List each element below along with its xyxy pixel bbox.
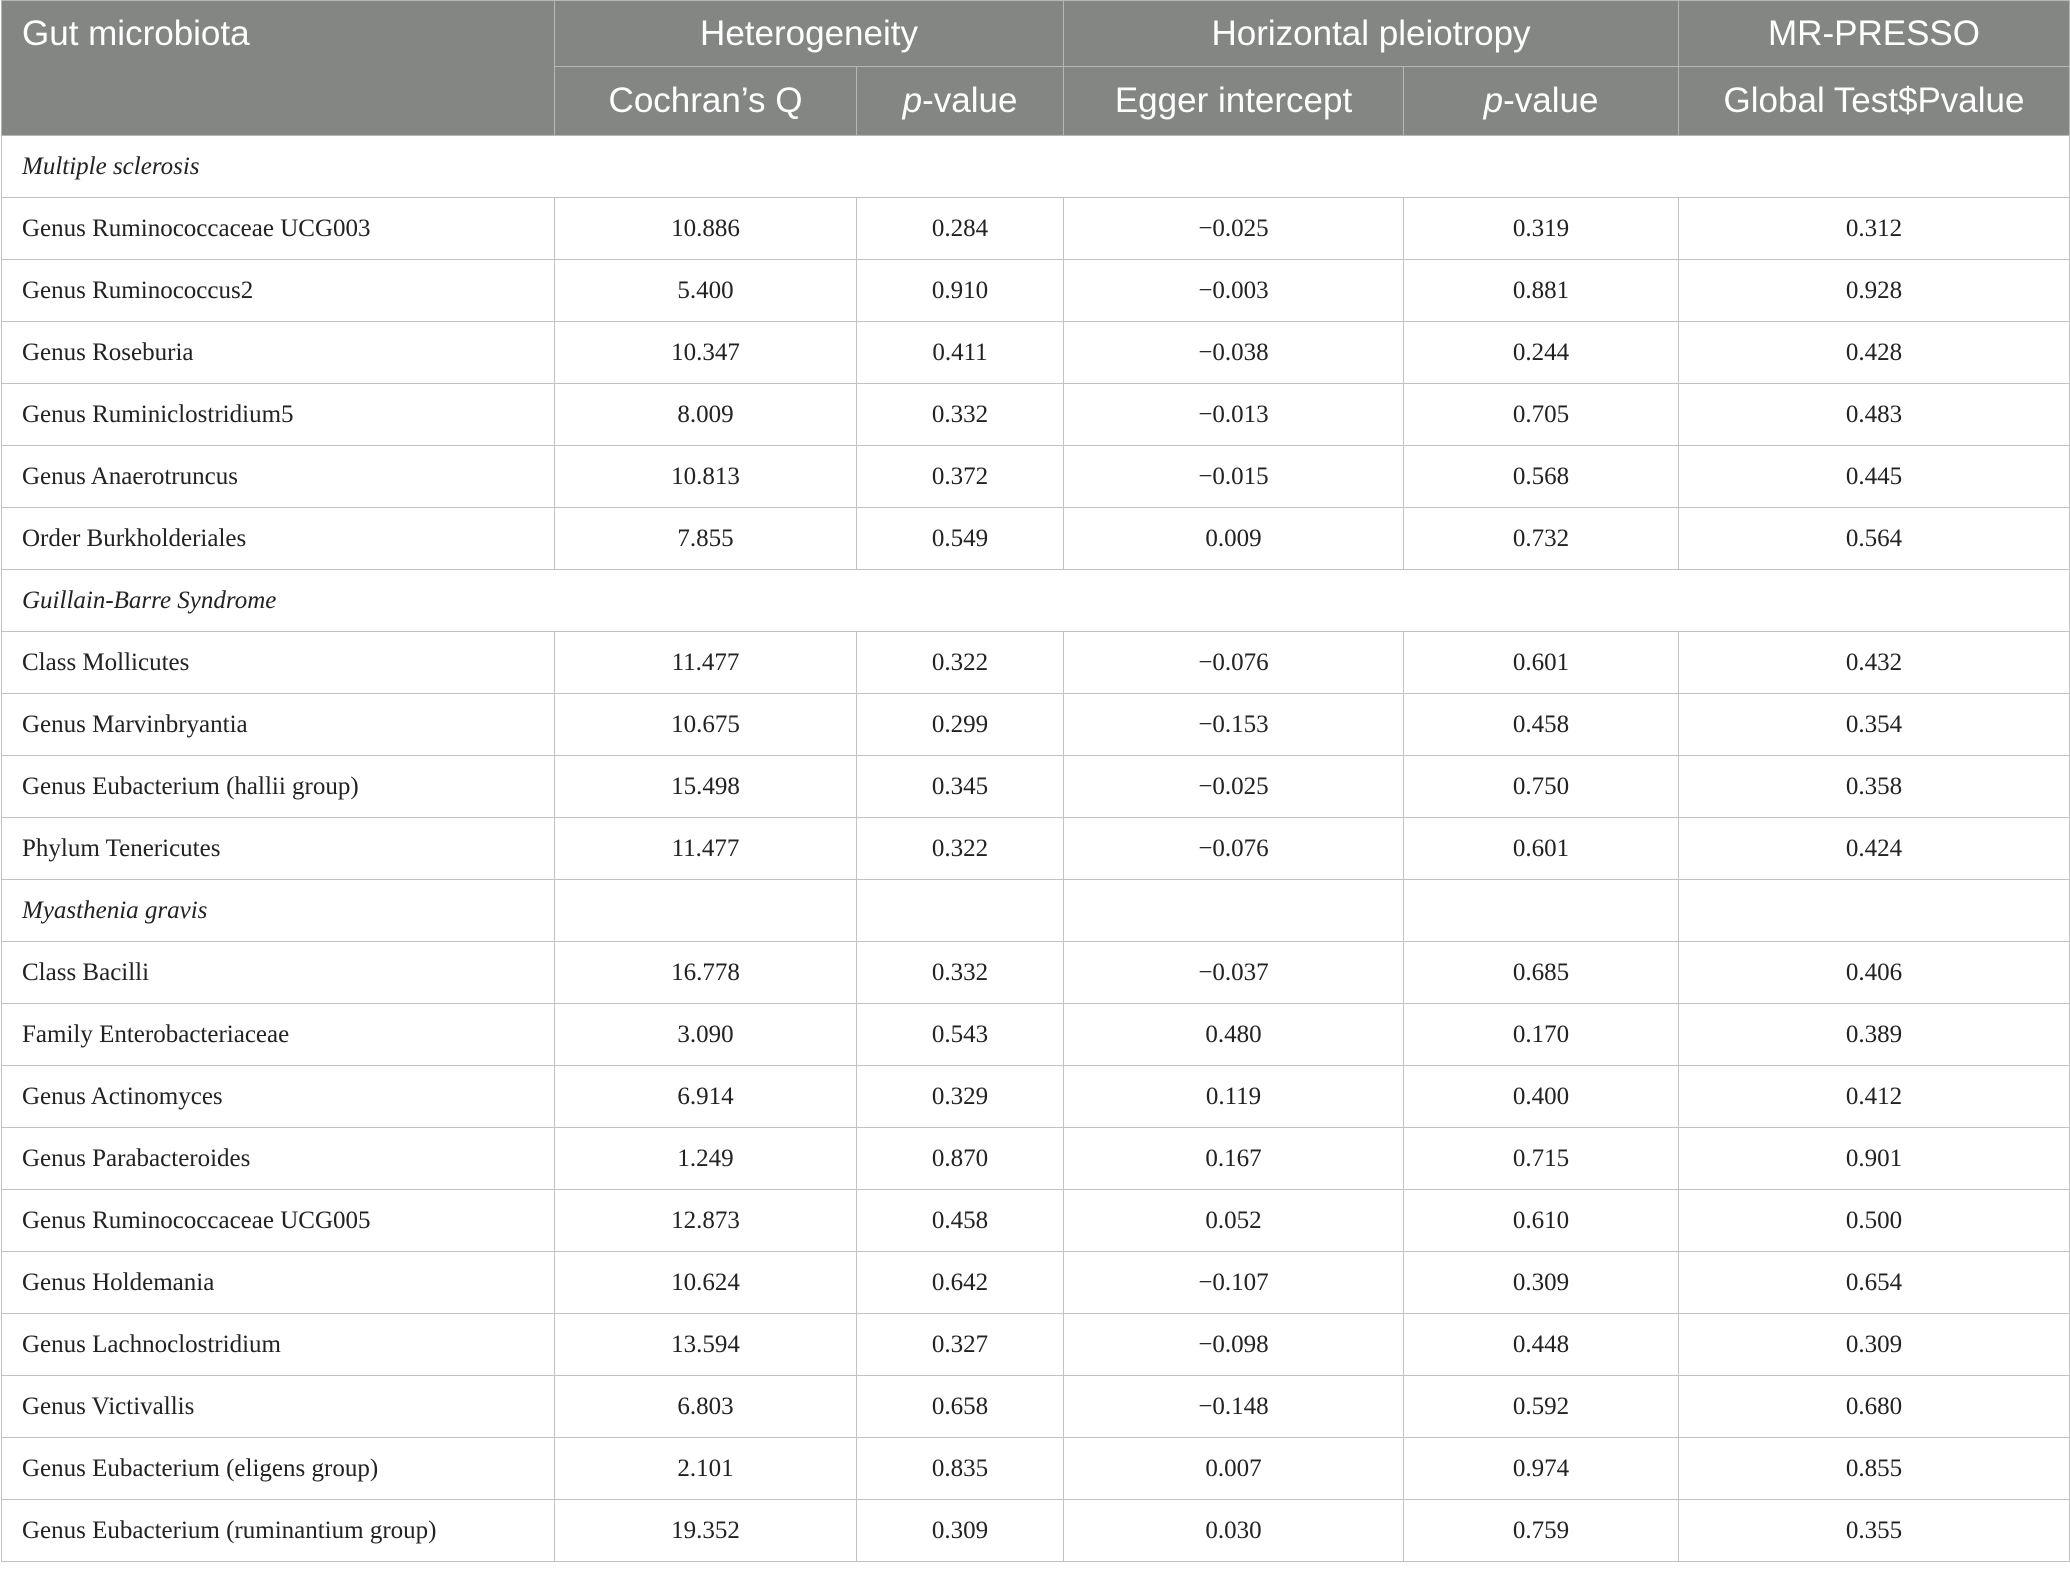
cell-cochrans-q: 3.090: [555, 1004, 857, 1066]
group-row: [2, 570, 2070, 632]
cell-pleiotropy-p: 0.592: [1404, 1376, 1679, 1438]
cell-egger-intercept: −0.037: [1064, 942, 1404, 1004]
header-heterogeneity-p-value: [857, 67, 1064, 136]
cell-cochrans-q: 8.009: [555, 384, 857, 446]
cell-egger-intercept: −0.148: [1064, 1376, 1404, 1438]
cell-pleiotropy-p: 0.715: [1404, 1128, 1679, 1190]
cell-global-test: 0.406: [1679, 942, 2070, 1004]
cell-pleiotropy-p: 0.601: [1404, 632, 1679, 694]
cell-global-test: 0.312: [1679, 198, 2070, 260]
cell-global-test: 0.680: [1679, 1376, 2070, 1438]
cell-heterogeneity-p: 0.345: [857, 756, 1064, 818]
cell-cochrans-q: 2.101: [555, 1438, 857, 1500]
cell-microbiota: Genus Actinomyces: [2, 1066, 555, 1128]
cell-egger-intercept: −0.025: [1064, 756, 1404, 818]
cell-cochrans-q: 6.803: [555, 1376, 857, 1438]
cell-heterogeneity-p: 0.284: [857, 198, 1064, 260]
cell-heterogeneity-p: 0.642: [857, 1252, 1064, 1314]
empty-cell: [555, 880, 857, 942]
table-row: [2, 942, 2070, 1004]
cell-global-test: 0.855: [1679, 1438, 2070, 1500]
cell-microbiota: Family Enterobacteriaceae: [2, 1004, 555, 1066]
group-row: [2, 880, 2070, 942]
cell-microbiota: Genus Roseburia: [2, 322, 555, 384]
table-header: [2, 1, 2070, 136]
table-row: [2, 632, 2070, 694]
cell-global-test: 0.432: [1679, 632, 2070, 694]
header-egger-intercept: Egger intercept: [1064, 67, 1404, 136]
cell-heterogeneity-p: 0.309: [857, 1500, 1064, 1562]
table-row: [2, 756, 2070, 818]
cell-cochrans-q: 16.778: [555, 942, 857, 1004]
cell-pleiotropy-p: 0.705: [1404, 384, 1679, 446]
cell-pleiotropy-p: 0.170: [1404, 1004, 1679, 1066]
cell-pleiotropy-p: 0.244: [1404, 322, 1679, 384]
cell-heterogeneity-p: 0.322: [857, 632, 1064, 694]
cell-microbiota: Class Mollicutes: [2, 632, 555, 694]
cell-pleiotropy-p: 0.881: [1404, 260, 1679, 322]
cell-cochrans-q: 19.352: [555, 1500, 857, 1562]
cell-egger-intercept: −0.025: [1064, 198, 1404, 260]
cell-microbiota: Genus Eubacterium (eligens group): [2, 1438, 555, 1500]
cell-global-test: 0.901: [1679, 1128, 2070, 1190]
cell-global-test: 0.354: [1679, 694, 2070, 756]
cell-global-test: 0.928: [1679, 260, 2070, 322]
cell-heterogeneity-p: 0.299: [857, 694, 1064, 756]
cell-heterogeneity-p: 0.372: [857, 446, 1064, 508]
table-row: [2, 1190, 2070, 1252]
cell-microbiota: Order Burkholderiales: [2, 508, 555, 570]
cell-microbiota: Phylum Tenericutes: [2, 818, 555, 880]
cell-pleiotropy-p: 0.974: [1404, 1438, 1679, 1500]
cell-egger-intercept: −0.038: [1064, 322, 1404, 384]
cell-pleiotropy-p: 0.685: [1404, 942, 1679, 1004]
table-row: [2, 1252, 2070, 1314]
cell-cochrans-q: 11.477: [555, 818, 857, 880]
empty-cell: [1404, 880, 1679, 942]
cell-cochrans-q: 7.855: [555, 508, 857, 570]
table-row: [2, 508, 2070, 570]
cell-pleiotropy-p: 0.601: [1404, 818, 1679, 880]
table-row: [2, 1314, 2070, 1376]
cell-microbiota: Genus Parabacteroides: [2, 1128, 555, 1190]
cell-microbiota: Genus Victivallis: [2, 1376, 555, 1438]
table-row: [2, 1376, 2070, 1438]
cell-global-test: 0.355: [1679, 1500, 2070, 1562]
cell-egger-intercept: −0.153: [1064, 694, 1404, 756]
table-row: [2, 260, 2070, 322]
cell-pleiotropy-p: 0.458: [1404, 694, 1679, 756]
group-row: [2, 136, 2070, 198]
header-global-test: Global Test$Pvalue: [1679, 67, 2070, 136]
cell-microbiota: Genus Anaerotruncus: [2, 446, 555, 508]
cell-heterogeneity-p: 0.332: [857, 942, 1064, 1004]
cell-microbiota: Genus Ruminococcaceae UCG003: [2, 198, 555, 260]
cell-egger-intercept: −0.076: [1064, 818, 1404, 880]
cell-cochrans-q: 6.914: [555, 1066, 857, 1128]
cell-microbiota: Genus Marvinbryantia: [2, 694, 555, 756]
cell-heterogeneity-p: 0.332: [857, 384, 1064, 446]
cell-heterogeneity-p: 0.458: [857, 1190, 1064, 1252]
table-row: [2, 1004, 2070, 1066]
table-body: [2, 136, 2070, 1562]
cell-cochrans-q: 15.498: [555, 756, 857, 818]
cell-cochrans-q: 10.624: [555, 1252, 857, 1314]
group-label: Myasthenia gravis: [2, 880, 555, 942]
results-table: [1, 0, 2070, 1562]
cell-heterogeneity-p: 0.835: [857, 1438, 1064, 1500]
cell-heterogeneity-p: 0.411: [857, 322, 1064, 384]
cell-heterogeneity-p: 0.329: [857, 1066, 1064, 1128]
cell-microbiota: Genus Ruminococcus2: [2, 260, 555, 322]
p-suffix: -value: [922, 81, 1018, 120]
cell-cochrans-q: 13.594: [555, 1314, 857, 1376]
cell-egger-intercept: −0.003: [1064, 260, 1404, 322]
cell-cochrans-q: 1.249: [555, 1128, 857, 1190]
cell-global-test: 0.483: [1679, 384, 2070, 446]
cell-global-test: 0.309: [1679, 1314, 2070, 1376]
table-row: [2, 1500, 2070, 1562]
cell-heterogeneity-p: 0.549: [857, 508, 1064, 570]
cell-microbiota: Genus Holdemania: [2, 1252, 555, 1314]
table-row: [2, 1128, 2070, 1190]
cell-egger-intercept: 0.052: [1064, 1190, 1404, 1252]
empty-cell: [1679, 880, 2070, 942]
table-row: [2, 1066, 2070, 1128]
cell-heterogeneity-p: 0.322: [857, 818, 1064, 880]
cell-microbiota: Genus Eubacterium (hallii group): [2, 756, 555, 818]
cell-cochrans-q: 10.675: [555, 694, 857, 756]
cell-heterogeneity-p: 0.543: [857, 1004, 1064, 1066]
header-gut-microbiota: Gut microbiota: [2, 1, 555, 136]
table-row: [2, 322, 2070, 384]
cell-microbiota: Genus Eubacterium (ruminantium group): [2, 1500, 555, 1562]
cell-egger-intercept: −0.076: [1064, 632, 1404, 694]
p-suffix: -value: [1503, 81, 1599, 120]
table-row: [2, 384, 2070, 446]
cell-global-test: 0.412: [1679, 1066, 2070, 1128]
table-row: [2, 694, 2070, 756]
table-row: [2, 446, 2070, 508]
p-italic: p: [902, 81, 923, 120]
cell-pleiotropy-p: 0.759: [1404, 1500, 1679, 1562]
cell-cochrans-q: 10.347: [555, 322, 857, 384]
cell-pleiotropy-p: 0.610: [1404, 1190, 1679, 1252]
header-horizontal-pleiotropy: Horizontal pleiotropy: [1064, 1, 1679, 67]
cell-egger-intercept: 0.009: [1064, 508, 1404, 570]
cell-pleiotropy-p: 0.309: [1404, 1252, 1679, 1314]
group-label: Guillain-Barre Syndrome: [2, 570, 2070, 632]
cell-pleiotropy-p: 0.750: [1404, 756, 1679, 818]
cell-egger-intercept: 0.167: [1064, 1128, 1404, 1190]
cell-microbiota: Genus Ruminococcaceae UCG005: [2, 1190, 555, 1252]
cell-pleiotropy-p: 0.448: [1404, 1314, 1679, 1376]
cell-microbiota: Genus Lachnoclostridium: [2, 1314, 555, 1376]
cell-egger-intercept: −0.013: [1064, 384, 1404, 446]
cell-pleiotropy-p: 0.732: [1404, 508, 1679, 570]
cell-egger-intercept: −0.107: [1064, 1252, 1404, 1314]
cell-cochrans-q: 11.477: [555, 632, 857, 694]
cell-global-test: 0.358: [1679, 756, 2070, 818]
header-cochrans-q: Cochran’s Q: [555, 67, 857, 136]
cell-cochrans-q: 12.873: [555, 1190, 857, 1252]
cell-pleiotropy-p: 0.568: [1404, 446, 1679, 508]
cell-microbiota: Class Bacilli: [2, 942, 555, 1004]
table-row: [2, 818, 2070, 880]
cell-egger-intercept: 0.007: [1064, 1438, 1404, 1500]
cell-egger-intercept: 0.030: [1064, 1500, 1404, 1562]
cell-global-test: 0.500: [1679, 1190, 2070, 1252]
cell-heterogeneity-p: 0.327: [857, 1314, 1064, 1376]
group-label: Multiple sclerosis: [2, 136, 2070, 198]
header-pleiotropy-p-value: [1404, 67, 1679, 136]
cell-pleiotropy-p: 0.400: [1404, 1066, 1679, 1128]
cell-pleiotropy-p: 0.319: [1404, 198, 1679, 260]
cell-heterogeneity-p: 0.870: [857, 1128, 1064, 1190]
cell-heterogeneity-p: 0.910: [857, 260, 1064, 322]
cell-global-test: 0.564: [1679, 508, 2070, 570]
cell-global-test: 0.424: [1679, 818, 2070, 880]
empty-cell: [857, 880, 1064, 942]
cell-global-test: 0.445: [1679, 446, 2070, 508]
cell-egger-intercept: −0.098: [1064, 1314, 1404, 1376]
table-row: [2, 1438, 2070, 1500]
cell-egger-intercept: 0.119: [1064, 1066, 1404, 1128]
header-mr-presso: MR-PRESSO: [1679, 1, 2070, 67]
cell-cochrans-q: 10.813: [555, 446, 857, 508]
cell-microbiota: Genus Ruminiclostridium5: [2, 384, 555, 446]
p-italic: p: [1483, 81, 1504, 120]
header-heterogeneity: Heterogeneity: [555, 1, 1064, 67]
cell-heterogeneity-p: 0.658: [857, 1376, 1064, 1438]
cell-egger-intercept: −0.015: [1064, 446, 1404, 508]
cell-cochrans-q: 10.886: [555, 198, 857, 260]
empty-cell: [1064, 880, 1404, 942]
cell-egger-intercept: 0.480: [1064, 1004, 1404, 1066]
cell-global-test: 0.389: [1679, 1004, 2070, 1066]
cell-global-test: 0.428: [1679, 322, 2070, 384]
table-row: [2, 198, 2070, 260]
cell-global-test: 0.654: [1679, 1252, 2070, 1314]
cell-cochrans-q: 5.400: [555, 260, 857, 322]
